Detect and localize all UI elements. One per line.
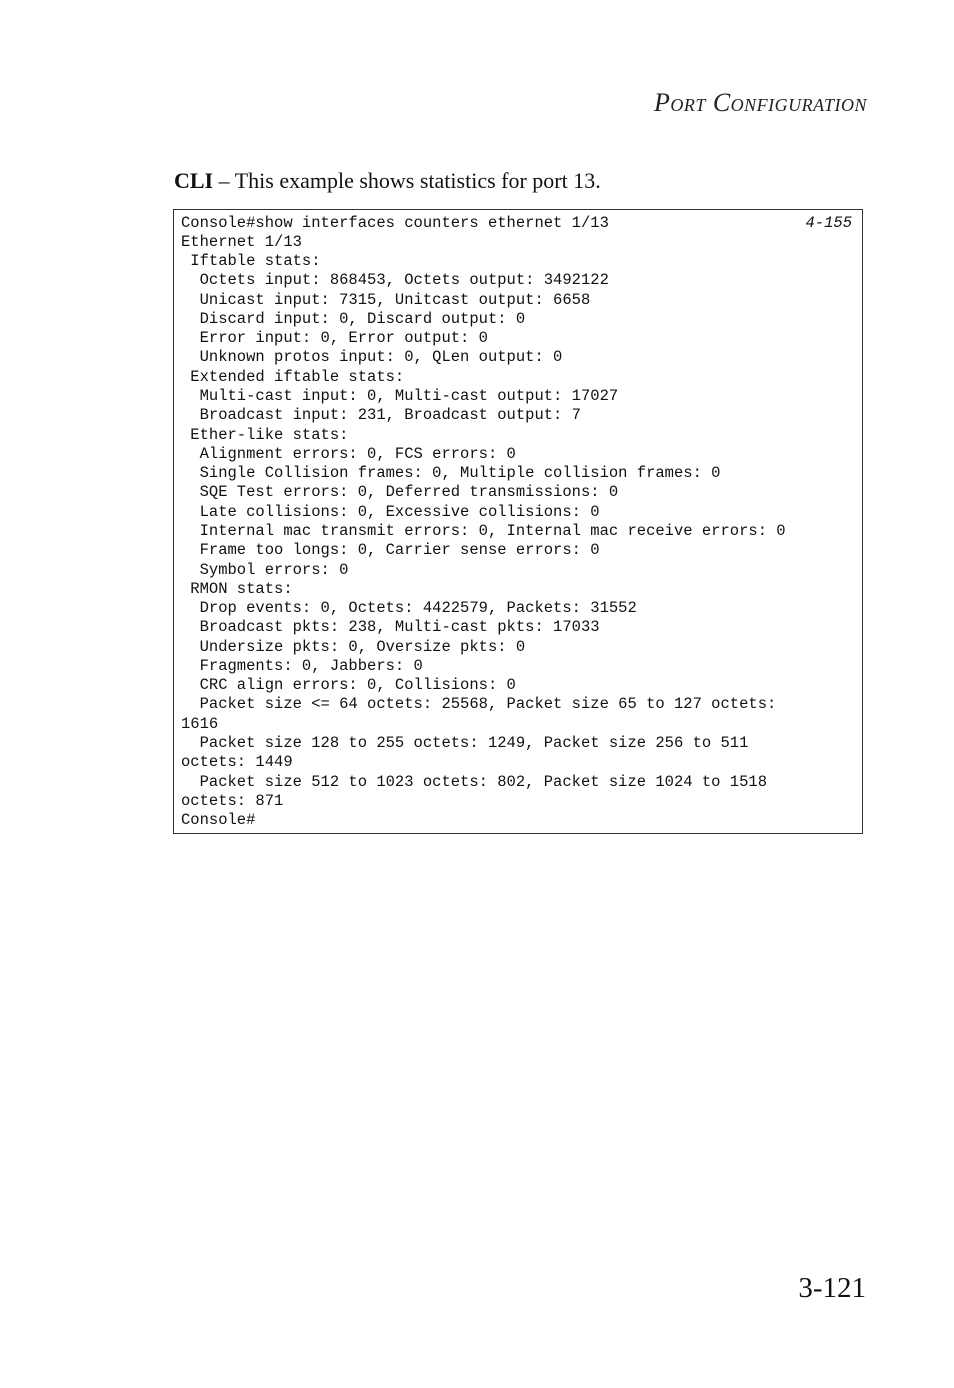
code-line: Error input: 0, Error output: 0 [181,329,488,347]
code-line: Symbol errors: 0 [181,561,349,579]
page-number: 3-121 [798,1272,866,1304]
code-line: Broadcast input: 231, Broadcast output: 7 [181,406,581,424]
code-line: Undersize pkts: 0, Oversize pkts: 0 [181,638,526,656]
command-reference: 4-155 [805,214,852,232]
intro-paragraph [174,168,601,194]
code-line: Single Collision frames: 0, Multiple collision frames: 0 [181,464,721,482]
code-line: Packet size 512 to 1023 octets: 802, Packet size 1024 to 1518 [181,773,767,791]
cli-output-box [173,209,863,834]
code-line: octets: 1449 [181,753,293,771]
running-header: Port Configuration [653,88,867,117]
code-line: Broadcast pkts: 238, Multi-cast pkts: 17033 [181,618,600,636]
code-line: Ethernet 1/13 [181,233,302,251]
code-line: Packet size <= 64 octets: 25568, Packet size 65 to 127 octets: [181,695,777,713]
code-line: Packet size 128 to 255 octets: 1249, Packet size 256 to 511 [181,734,749,752]
code-line: Fragments: 0, Jabbers: 0 [181,657,423,675]
intro-text: – This example shows statistics for port 13. [213,168,601,193]
code-line: Multi-cast input: 0, Multi-cast output: 17027 [181,387,619,405]
code-line: Drop events: 0, Octets: 4422579, Packets: 31552 [181,599,637,617]
intro-lead: CLI [174,168,214,193]
code-line: Unknown protos input: 0, QLen output: 0 [181,348,563,366]
code-line: Late collisions: 0, Excessive collisions: 0 [181,503,600,521]
code-line: SQE Test errors: 0, Deferred transmissions: 0 [181,483,619,501]
code-line: Internal mac transmit errors: 0, Internal mac receive errors: 0 [181,522,786,540]
code-line: octets: 871 [181,792,284,810]
code-line: Extended iftable stats: [181,368,405,386]
code-line: Unicast input: 7315, Unitcast output: 6658 [181,291,591,309]
code-line: Iftable stats: [181,252,321,270]
code-line: CRC align errors: 0, Collisions: 0 [181,676,516,694]
code-line: Octets input: 868453, Octets output: 3492122 [181,271,609,289]
code-line: Frame too longs: 0, Carrier sense errors: 0 [181,541,600,559]
code-line: Alignment errors: 0, FCS errors: 0 [181,445,516,463]
code-line: Discard input: 0, Discard output: 0 [181,310,526,328]
code-line: RMON stats: [181,580,293,598]
code-line: Ether-like stats: [181,426,349,444]
code-line: 1616 [181,715,219,733]
code-line: Console# [181,811,256,829]
code-line: Console#show interfaces counters ethernet 1/13 [181,214,609,232]
